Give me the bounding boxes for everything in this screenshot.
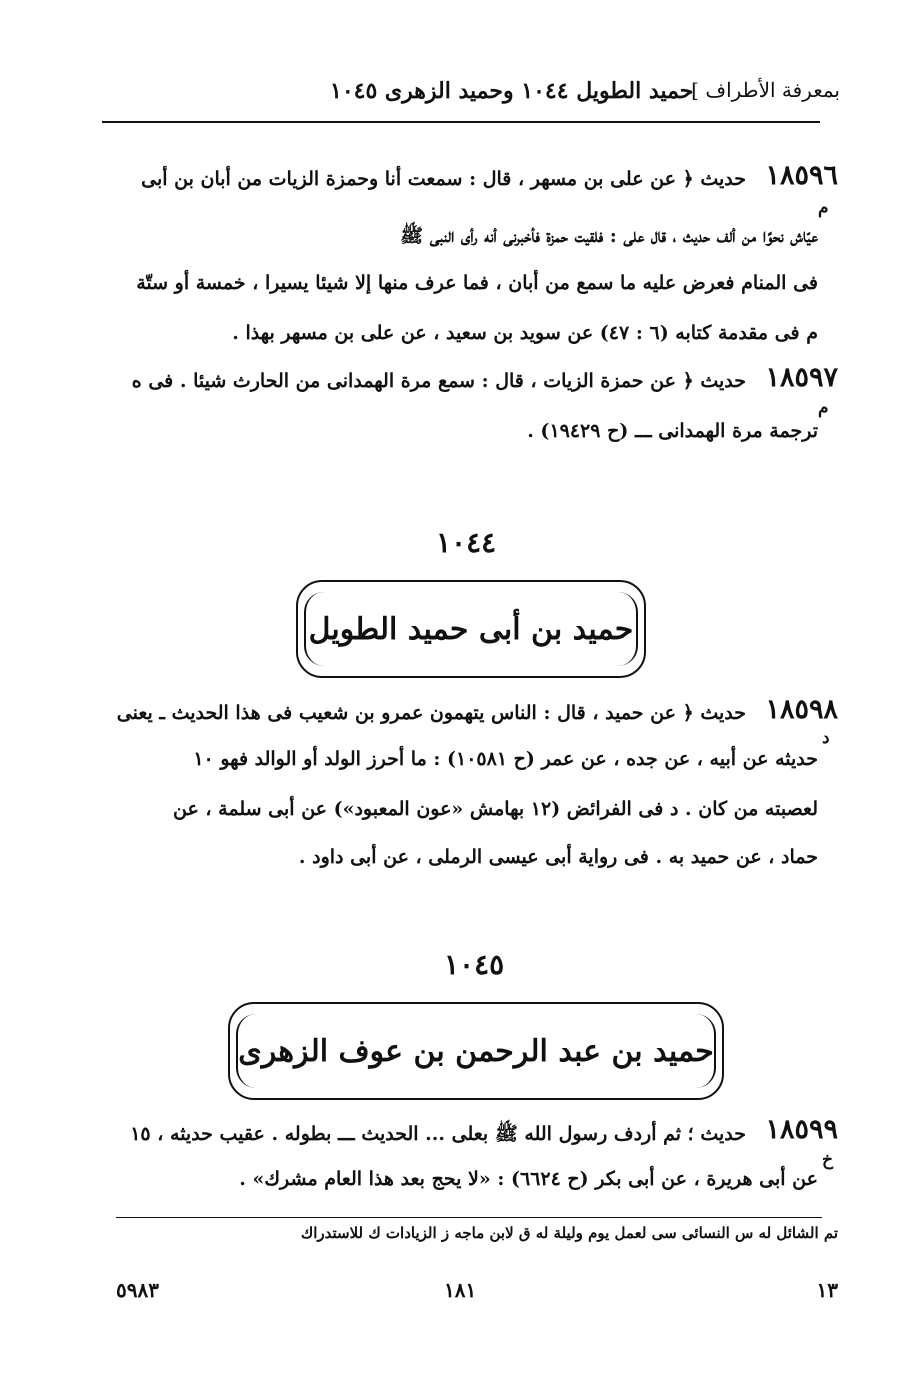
abbreviation-legend: تم الشائل له س النسائى سى لعمل يوم وليلة له ق لابن ماجه ز الزيادات ك للاستدراك xyxy=(300,1224,838,1242)
header-rule xyxy=(102,121,820,123)
running-header-title: حميد الطويل ١٠٤٤ وحميد الزهرى ١٠٤٥ xyxy=(330,78,694,104)
entry-line: حماد ، عن حميد به . فى رواية أبى عيسى الرملى ، عن أبى داود . xyxy=(298,846,818,868)
section-number: ١٠٤٥ xyxy=(444,948,505,981)
entry-line: حديث ﴿ عن على بن مسهر ، قال : سمعت أنا وحمزة الزيات من أبان بن أبى xyxy=(141,168,746,190)
book-siglum-mark: د xyxy=(822,728,830,748)
page-number-right: ١٣ xyxy=(816,1278,838,1302)
entry-number: ١٨٥٩٩ xyxy=(765,1114,838,1145)
entry-line: عن أبى هريرة ، عن أبى بكر (ح ٦٦٢٤) : «لا يحج بعد هذا العام مشرك» . xyxy=(239,1168,818,1190)
footer-rule xyxy=(116,1217,822,1218)
section-title: حميد بن عبد الرحمن بن عوف الزهرى xyxy=(238,1033,714,1069)
book-siglum-mark: خ xyxy=(822,1150,833,1170)
entry-number: ١٨٥٩٧ xyxy=(765,362,838,393)
section-number: ١٠٤٤ xyxy=(436,526,497,559)
section-title-box xyxy=(228,1002,724,1100)
running-header-right: بمعرفة الأطراف ] xyxy=(691,78,840,102)
book-siglum-mark: م xyxy=(818,198,829,218)
entry-line: حديث ﴿ عن حميد ، قال : الناس يتهمون عمرو بن شعيب فى هذا الحديث ـ يعنى xyxy=(116,702,746,724)
entry-line: عيّاش نحوًا من ألف حديث ، قال على : فلقيت حمزة فأخبرنى أنه رأى النبى ﷺ xyxy=(400,225,818,247)
entry-number: ١٨٥٩٦ xyxy=(765,160,838,191)
section-title-box xyxy=(296,580,646,678)
entry-line: م فى مقدمة كتابه (٦ : ٤٧) عن سويد بن سعيد ، عن على بن مسهر بهذا . xyxy=(232,322,818,344)
section-title: حميد بن أبى حميد الطويل xyxy=(308,611,634,647)
page-number-center: ١٨١ xyxy=(444,1278,477,1302)
entry-number: ١٨٥٩٨ xyxy=(765,694,838,725)
entry-line: فى المنام فعرض عليه ما سمع من أبان ، فما عرف منها إلا شيئا يسيرا ، خمسة أو ستّة xyxy=(136,272,818,294)
page-number-left: ٥٩٨٣ xyxy=(116,1278,159,1302)
entry-line: ترجمة مرة الهمدانى ـــ (ح ١٩٤٢٩) . xyxy=(527,420,818,442)
entry-line: حديثه عن أبيه ، عن جده ، عن عمر (ح ١٠٥٨١) : ما أحرز الولد أو الوالد فهو ١٠ xyxy=(193,748,818,770)
entry-line: حديث ؛ ثم أردف رسول الله ﷺ بعلى ... الحديث ـــ بطوله . عقيب حديثه ، ١٥ xyxy=(130,1123,746,1145)
book-siglum-mark: م xyxy=(818,398,829,418)
entry-line: حديث ﴿ عن حمزة الزيات ، قال : سمع مرة الهمدانى من الحارث شيئا . فى ه xyxy=(131,370,746,392)
entry-line: لعصبته من كان . د فى الفرائض (١٢ بهامش «عون المعبود») عن أبى سلمة ، عن xyxy=(173,798,818,820)
